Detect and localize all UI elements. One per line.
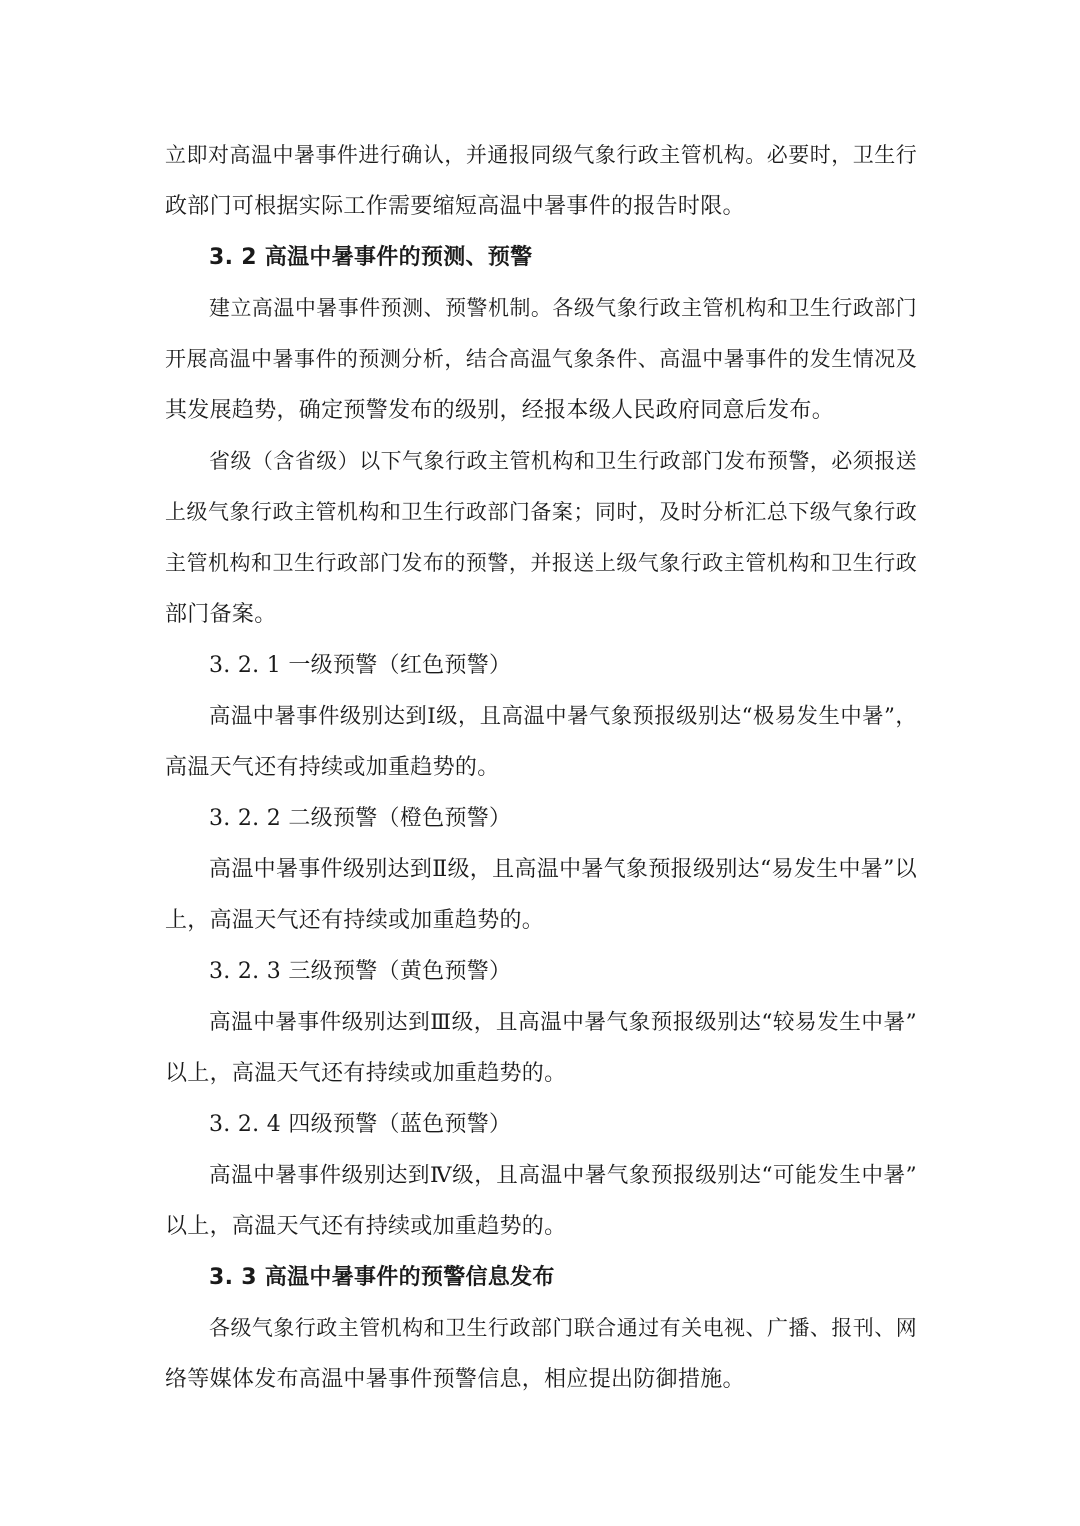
document-body bbox=[165, 130, 917, 1405]
section-heading: 3. 3 高温中暑事件的预警信息发布 bbox=[209, 1265, 555, 1290]
section-heading: 3. 2 高温中暑事件的预测、预警 bbox=[209, 245, 533, 270]
paragraph-line: 其发展趋势，确定预警发布的级别，经报本级人民政府同意后发布。 bbox=[165, 398, 835, 423]
paragraph-line: 部门备案。 bbox=[165, 602, 277, 627]
subsection-heading: 3. 2. 4 四级预警（蓝色预警） bbox=[209, 1112, 512, 1137]
paragraph-line: 以上，高温天气还有持续或加重趋势的。 bbox=[165, 1061, 567, 1086]
paragraph-line: 上，高温天气还有持续或加重趋势的。 bbox=[165, 908, 545, 933]
paragraph-line: 络等媒体发布高温中暑事件预警信息，相应提出防御措施。 bbox=[165, 1367, 745, 1392]
paragraph-line: 高温中暑事件级别达到Ⅰ级，且高温中暑气象预报级别达“极易发生中暑”， bbox=[209, 704, 917, 729]
paragraph-line: 高温中暑事件级别达到Ⅲ级，且高温中暑气象预报级别达“较易发生中暑” bbox=[209, 1010, 917, 1035]
subsection-heading: 3. 2. 3 三级预警（黄色预警） bbox=[209, 959, 512, 984]
paragraph-line: 主管机构和卫生行政部门发布的预警，并报送上级气象行政主管机构和卫生行政 bbox=[165, 551, 917, 575]
paragraph-line: 建立高温中暑事件预测、预警机制。各级气象行政主管机构和卫生行政部门 bbox=[209, 296, 917, 320]
paragraph-line: 高温天气还有持续或加重趋势的。 bbox=[165, 755, 500, 780]
paragraph-line: 政部门可根据实际工作需要缩短高温中暑事件的报告时限。 bbox=[165, 194, 745, 219]
paragraph-line: 立即对高温中暑事件进行确认，并通报同级气象行政主管机构。必要时，卫生行 bbox=[165, 143, 917, 167]
paragraph-line: 高温中暑事件级别达到Ⅳ级，且高温中暑气象预报级别达“可能发生中暑” bbox=[209, 1163, 917, 1188]
subsection-heading: 3. 2. 2 二级预警（橙色预警） bbox=[209, 806, 512, 831]
subsection-heading: 3. 2. 1 一级预警（红色预警） bbox=[209, 653, 512, 678]
paragraph-line: 以上，高温天气还有持续或加重趋势的。 bbox=[165, 1214, 567, 1239]
paragraph-line: 各级气象行政主管机构和卫生行政部门联合通过有关电视、广播、报刊、网 bbox=[209, 1316, 917, 1340]
paragraph-line: 上级气象行政主管机构和卫生行政部门备案；同时，及时分析汇总下级气象行政 bbox=[165, 500, 917, 524]
paragraph-line: 开展高温中暑事件的预测分析，结合高温气象条件、高温中暑事件的发生情况及 bbox=[165, 347, 917, 371]
paragraph-line: 省级（含省级）以下气象行政主管机构和卫生行政部门发布预警，必须报送 bbox=[209, 449, 917, 473]
paragraph-line: 高温中暑事件级别达到Ⅱ级，且高温中暑气象预报级别达“易发生中暑”以 bbox=[209, 857, 917, 882]
